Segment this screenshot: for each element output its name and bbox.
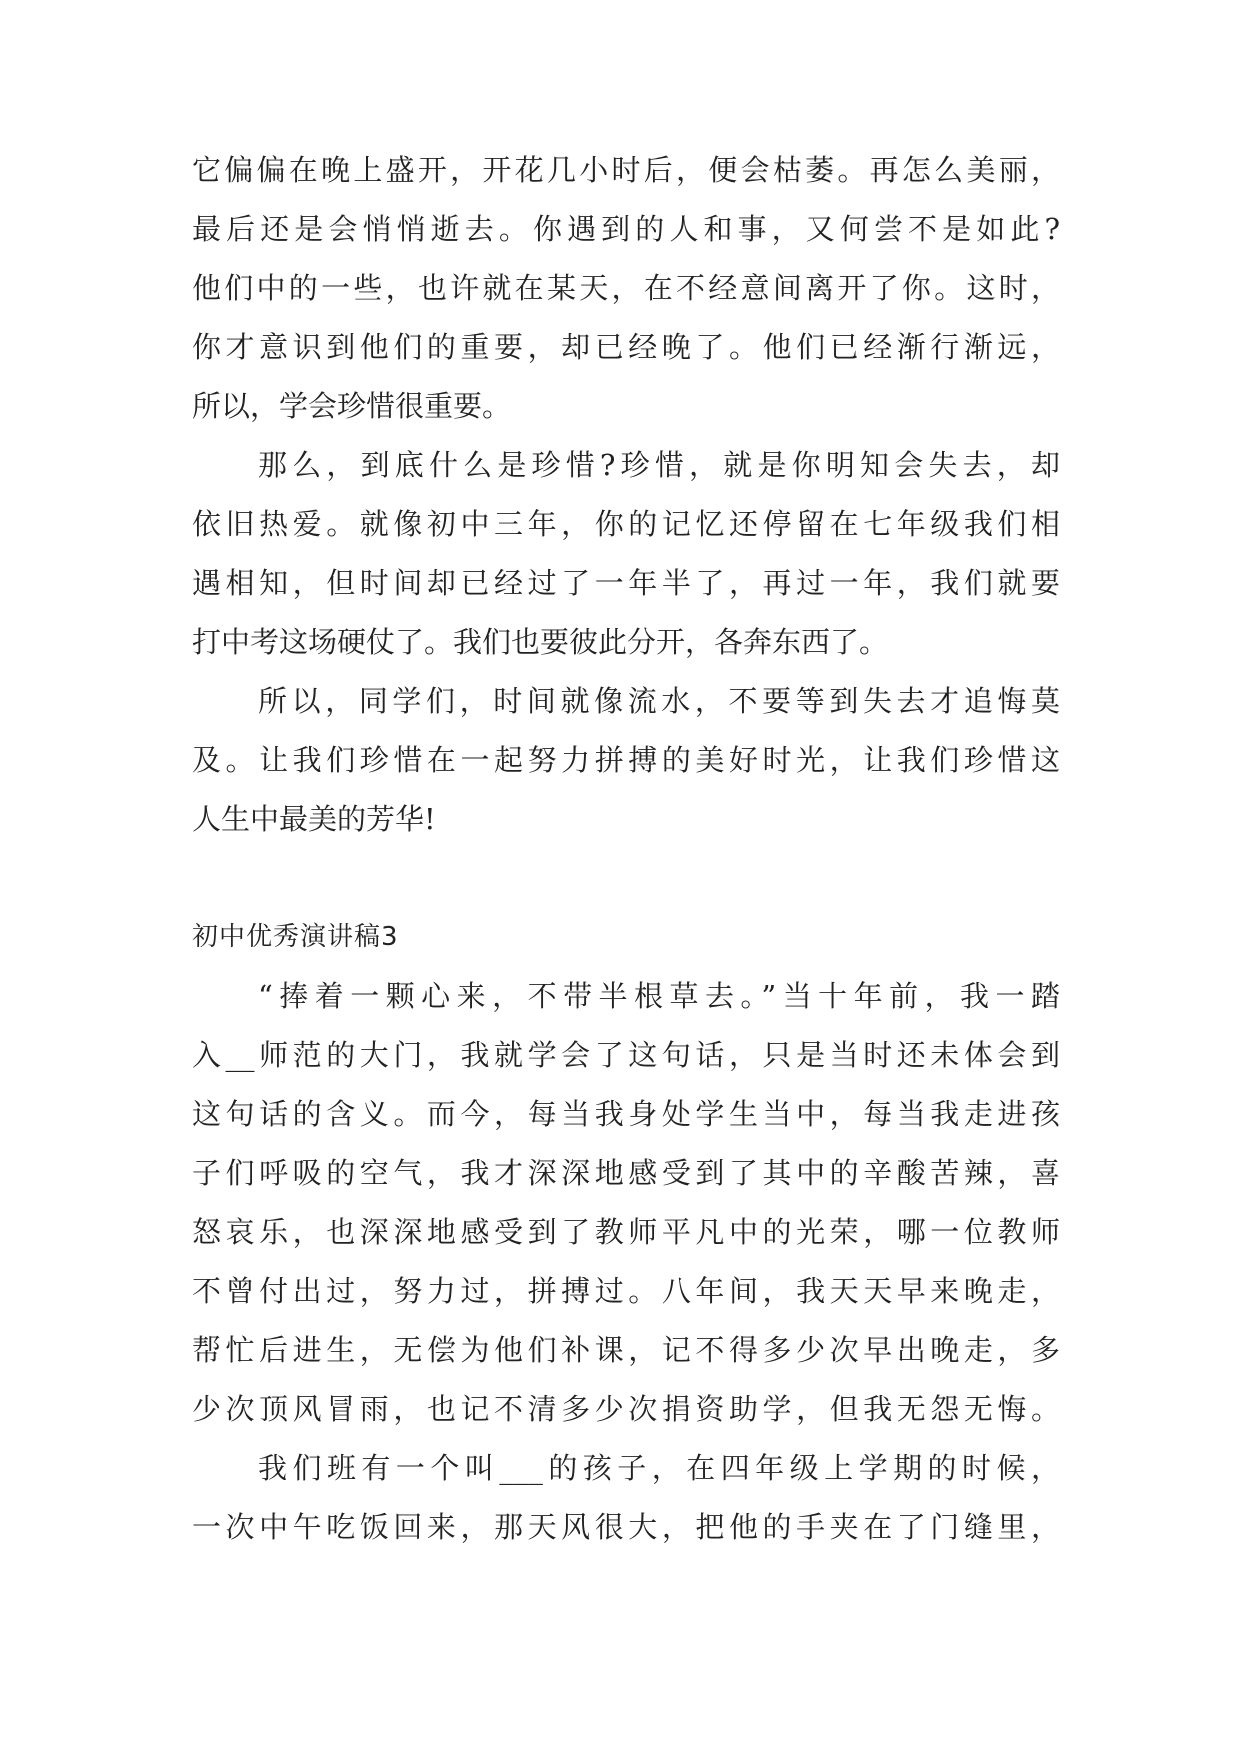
text-line: 及。让我们珍惜在一起努力拼搏的美好时光，让我们珍惜这 [192, 743, 1060, 777]
text-line: 少次顶风冒雨，也记不清多少次捐资助学，但我无怨无悔。 [192, 1392, 1060, 1426]
text-line: 怒哀乐，也深深地感受到了教师平凡中的光荣，哪一位教师 [192, 1215, 1060, 1249]
text-line: 遇相知，但时间却已经过了一年半了，再过一年，我们就要 [192, 566, 1060, 600]
section-heading: 初中优秀演讲稿3 [192, 922, 399, 952]
text-line: 那么，到底什么是珍惜?珍惜，就是你明知会失去，却 [258, 448, 1060, 482]
text-line: 我们班有一个叫___的孩子，在四年级上学期的时候， [258, 1451, 1060, 1485]
text-line: 不曾付出过，努力过，拼搏过。八年间，我天天早来晚走， [192, 1274, 1060, 1308]
text-line: 所以，同学们，时间就像流水，不要等到失去才追悔莫 [258, 684, 1060, 718]
text-line: 入__师范的大门，我就学会了这句话，只是当时还未体会到 [192, 1038, 1060, 1072]
text-line: 最后还是会悄悄逝去。你遇到的人和事，又何尝不是如此? [192, 212, 1060, 246]
text-line: 它偏偏在晚上盛开，开花几小时后，便会枯萎。再怎么美丽， [192, 153, 1060, 187]
text-line: 你才意识到他们的重要，却已经晚了。他们已经渐行渐远， [192, 330, 1060, 364]
text-line: 依旧热爱。就像初中三年，你的记忆还停留在七年级我们相 [192, 507, 1060, 541]
text-line: 子们呼吸的空气，我才深深地感受到了其中的辛酸苦辣，喜 [192, 1156, 1060, 1190]
text-line: 他们中的一些，也许就在某天，在不经意间离开了你。这时， [192, 271, 1060, 305]
text-line: “捧着一颗心来，不带半根草去。”当十年前，我一踏 [258, 979, 1060, 1013]
text-line: 这句话的含义。而今，每当我身处学生当中，每当我走进孩 [192, 1097, 1060, 1131]
text-line: 人生中最美的芳华! [192, 802, 436, 836]
text-line: 一次中午吃饭回来，那天风很大，把他的手夹在了门缝里， [192, 1510, 1060, 1544]
text-line: 打中考这场硬仗了。我们也要彼此分开，各奔东西了。 [192, 625, 889, 659]
text-line: 帮忙后进生，无偿为他们补课，记不得多少次早出晚走，多 [192, 1333, 1060, 1367]
text-line: 所以，学会珍惜很重要。 [192, 389, 512, 423]
